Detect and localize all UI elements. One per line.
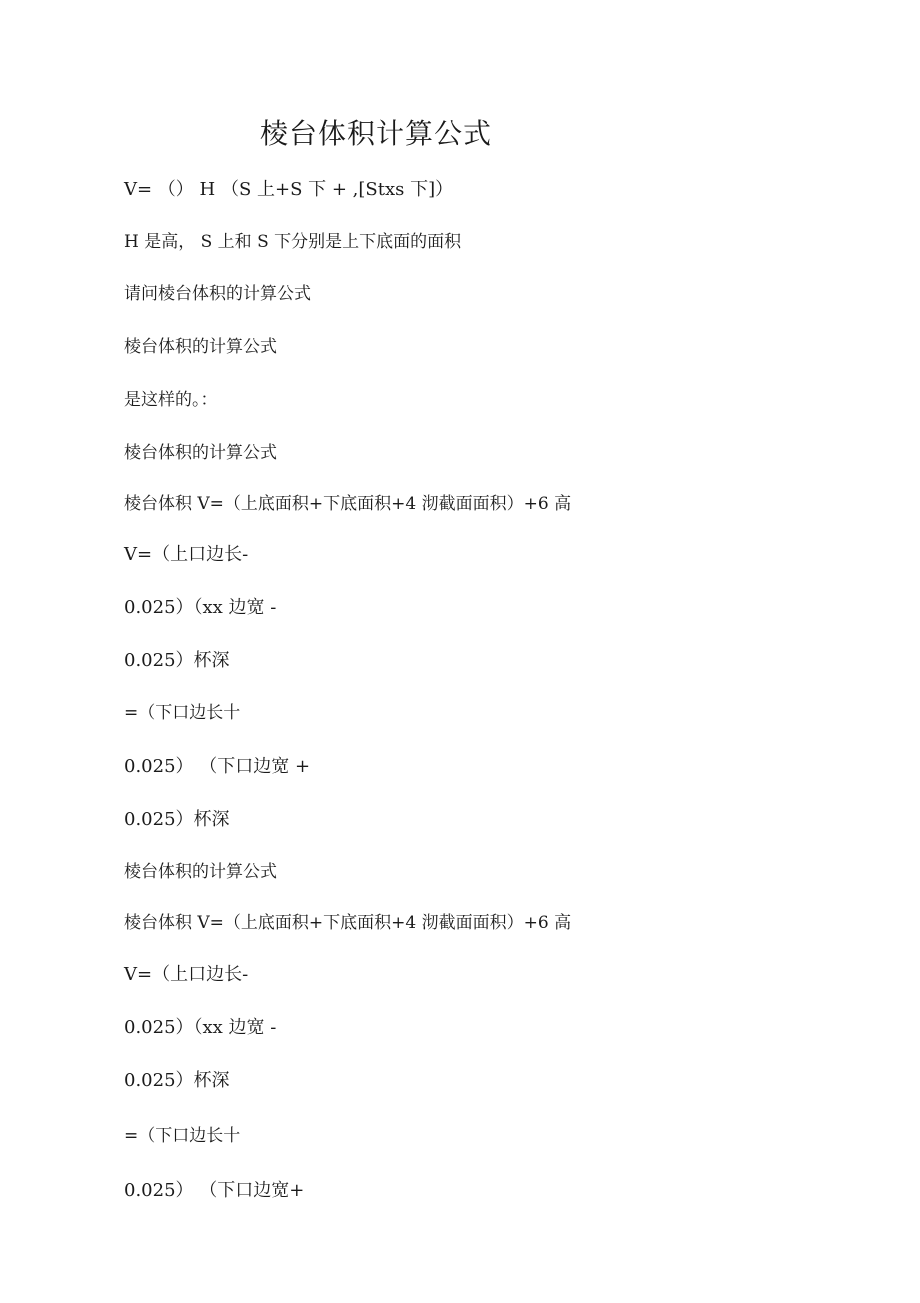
- formula-line: 0.025）杯深: [124, 1070, 230, 1091]
- formula-line: V=（上口边长-: [124, 964, 249, 985]
- formula-line: V=（上口边长-: [124, 544, 249, 565]
- formula-line: =（下口边长十: [124, 1126, 241, 1146]
- formula-line: 0.025）（xx 边宽 -: [124, 1017, 277, 1038]
- formula-line: 棱台体积 V=（上底面积+下底面积+4 沏截面面积）+6 高: [124, 913, 572, 933]
- document-title: 棱台体积计算公式: [260, 117, 493, 150]
- formula-line: 0.025） （下口边宽+: [124, 1180, 305, 1201]
- formula-line: 0.025） （下口边宽 +: [124, 756, 311, 777]
- question-line: 请问棱台体积的计算公式: [124, 284, 311, 304]
- definition-line: H 是高， S 上和 S 下分别是上下底面的面积: [124, 232, 462, 252]
- text-line: 是这样的。：: [124, 390, 218, 410]
- formula-line: 0.025）杯深: [124, 809, 230, 830]
- heading-line: 棱台体积的计算公式: [124, 337, 277, 357]
- formula-line: 0.025）杯深: [124, 650, 230, 671]
- formula-line: =（下口边长十: [124, 703, 241, 723]
- formula-line: V= （） H （S 上+S 下 + ,[Stxs 下]）: [124, 179, 454, 200]
- formula-line: 棱台体积 V=（上底面积+下底面积+4 沏截面面积）+6 高: [124, 494, 572, 514]
- heading-line: 棱台体积的计算公式: [124, 862, 277, 882]
- formula-line: 0.025）（xx 边宽 -: [124, 597, 277, 618]
- heading-line: 棱台体积的计算公式: [124, 443, 277, 463]
